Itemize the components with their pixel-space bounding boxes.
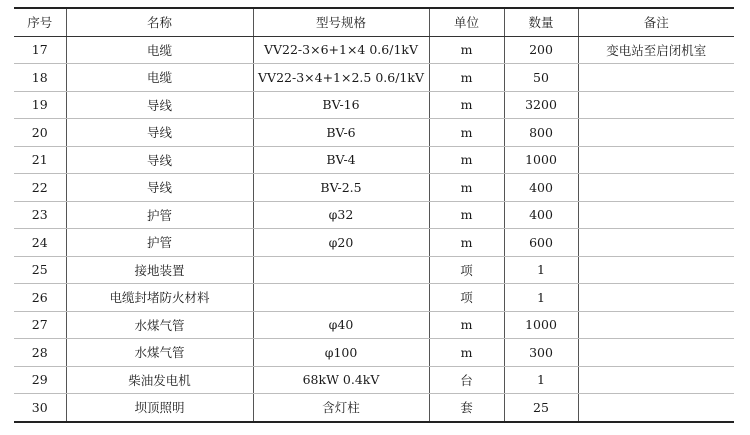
cell-name: 导线 <box>66 119 253 147</box>
table-row <box>14 229 734 257</box>
cell-model: VV22-3×4+1×2.5 0.6/1kV <box>253 64 429 92</box>
cell-note <box>578 256 734 284</box>
cell-unit: 项 <box>429 256 504 284</box>
cell-unit: m <box>429 311 504 339</box>
cell-no: 17 <box>14 36 66 64</box>
cell-note <box>578 229 734 257</box>
cell-qty: 1000 <box>504 146 578 174</box>
header-unit: 单位 <box>429 8 504 36</box>
table-row <box>14 201 734 229</box>
cell-no: 29 <box>14 366 66 394</box>
table-header <box>14 8 734 36</box>
table-body <box>14 36 734 422</box>
cell-unit: m <box>429 64 504 92</box>
cell-name: 水煤气管 <box>66 311 253 339</box>
cell-note <box>578 119 734 147</box>
cell-name: 电缆 <box>66 36 253 64</box>
cell-note <box>578 146 734 174</box>
cell-model: φ100 <box>253 339 429 367</box>
cell-name: 电缆封堵防火材料 <box>66 284 253 312</box>
cell-no: 21 <box>14 146 66 174</box>
cell-qty: 600 <box>504 229 578 257</box>
cell-model: φ20 <box>253 229 429 257</box>
cell-unit: m <box>429 229 504 257</box>
cell-name: 护管 <box>66 201 253 229</box>
cell-qty: 1 <box>504 256 578 284</box>
cell-model: φ32 <box>253 201 429 229</box>
header-name: 名称 <box>66 8 253 36</box>
cell-name: 导线 <box>66 146 253 174</box>
cell-name: 导线 <box>66 91 253 119</box>
cell-unit: m <box>429 119 504 147</box>
cell-unit: m <box>429 146 504 174</box>
cell-name: 电缆 <box>66 64 253 92</box>
cell-no: 22 <box>14 174 66 202</box>
cell-no: 30 <box>14 394 66 422</box>
cell-model: 含灯柱 <box>253 394 429 422</box>
table-row <box>14 91 734 119</box>
cell-qty: 1 <box>504 284 578 312</box>
header-qty: 数量 <box>504 8 578 36</box>
cell-note <box>578 174 734 202</box>
cell-no: 18 <box>14 64 66 92</box>
cell-model: BV-2.5 <box>253 174 429 202</box>
cell-name: 接地装置 <box>66 256 253 284</box>
cell-unit: m <box>429 36 504 64</box>
table-row <box>14 394 734 422</box>
cell-no: 26 <box>14 284 66 312</box>
cell-qty: 400 <box>504 174 578 202</box>
cell-note <box>578 64 734 92</box>
cell-model: φ40 <box>253 311 429 339</box>
table-row <box>14 146 734 174</box>
cell-note <box>578 284 734 312</box>
cell-qty: 1000 <box>504 311 578 339</box>
cell-name: 柴油发电机 <box>66 366 253 394</box>
cell-qty: 50 <box>504 64 578 92</box>
cell-name: 坝顶照明 <box>66 394 253 422</box>
cell-model <box>253 256 429 284</box>
table-row <box>14 119 734 147</box>
cell-qty: 200 <box>504 36 578 64</box>
cell-unit: 项 <box>429 284 504 312</box>
cell-model: BV-4 <box>253 146 429 174</box>
cell-name: 导线 <box>66 174 253 202</box>
table-row <box>14 256 734 284</box>
cell-no: 23 <box>14 201 66 229</box>
cell-model <box>253 284 429 312</box>
cell-model: BV-16 <box>253 91 429 119</box>
cell-model: BV-6 <box>253 119 429 147</box>
cell-note <box>578 339 734 367</box>
cell-name: 水煤气管 <box>66 339 253 367</box>
cell-note <box>578 91 734 119</box>
cell-note <box>578 201 734 229</box>
header-note: 备注 <box>578 8 734 36</box>
cell-no: 20 <box>14 119 66 147</box>
cell-unit: 套 <box>429 394 504 422</box>
cell-no: 27 <box>14 311 66 339</box>
cell-no: 28 <box>14 339 66 367</box>
table-row <box>14 36 734 64</box>
table-row <box>14 366 734 394</box>
header-model: 型号规格 <box>253 8 429 36</box>
equipment-table-container <box>14 7 734 423</box>
cell-qty: 3200 <box>504 91 578 119</box>
cell-unit: m <box>429 91 504 119</box>
table-row <box>14 339 734 367</box>
cell-no: 24 <box>14 229 66 257</box>
cell-qty: 1 <box>504 366 578 394</box>
cell-note <box>578 311 734 339</box>
cell-note <box>578 366 734 394</box>
cell-unit: m <box>429 201 504 229</box>
cell-name: 护管 <box>66 229 253 257</box>
cell-model: VV22-3×6+1×4 0.6/1kV <box>253 36 429 64</box>
cell-unit: 台 <box>429 366 504 394</box>
table-row <box>14 174 734 202</box>
cell-note <box>578 394 734 422</box>
header-row <box>14 8 734 36</box>
cell-model: 68kW 0.4kV <box>253 366 429 394</box>
cell-qty: 300 <box>504 339 578 367</box>
cell-no: 25 <box>14 256 66 284</box>
cell-unit: m <box>429 339 504 367</box>
cell-qty: 800 <box>504 119 578 147</box>
cell-qty: 25 <box>504 394 578 422</box>
table-row <box>14 311 734 339</box>
cell-no: 19 <box>14 91 66 119</box>
equipment-table <box>14 7 734 423</box>
table-row <box>14 64 734 92</box>
cell-qty: 400 <box>504 201 578 229</box>
cell-note: 变电站至启闭机室 <box>578 36 734 64</box>
cell-unit: m <box>429 174 504 202</box>
header-no: 序号 <box>14 8 66 36</box>
table-row <box>14 284 734 312</box>
